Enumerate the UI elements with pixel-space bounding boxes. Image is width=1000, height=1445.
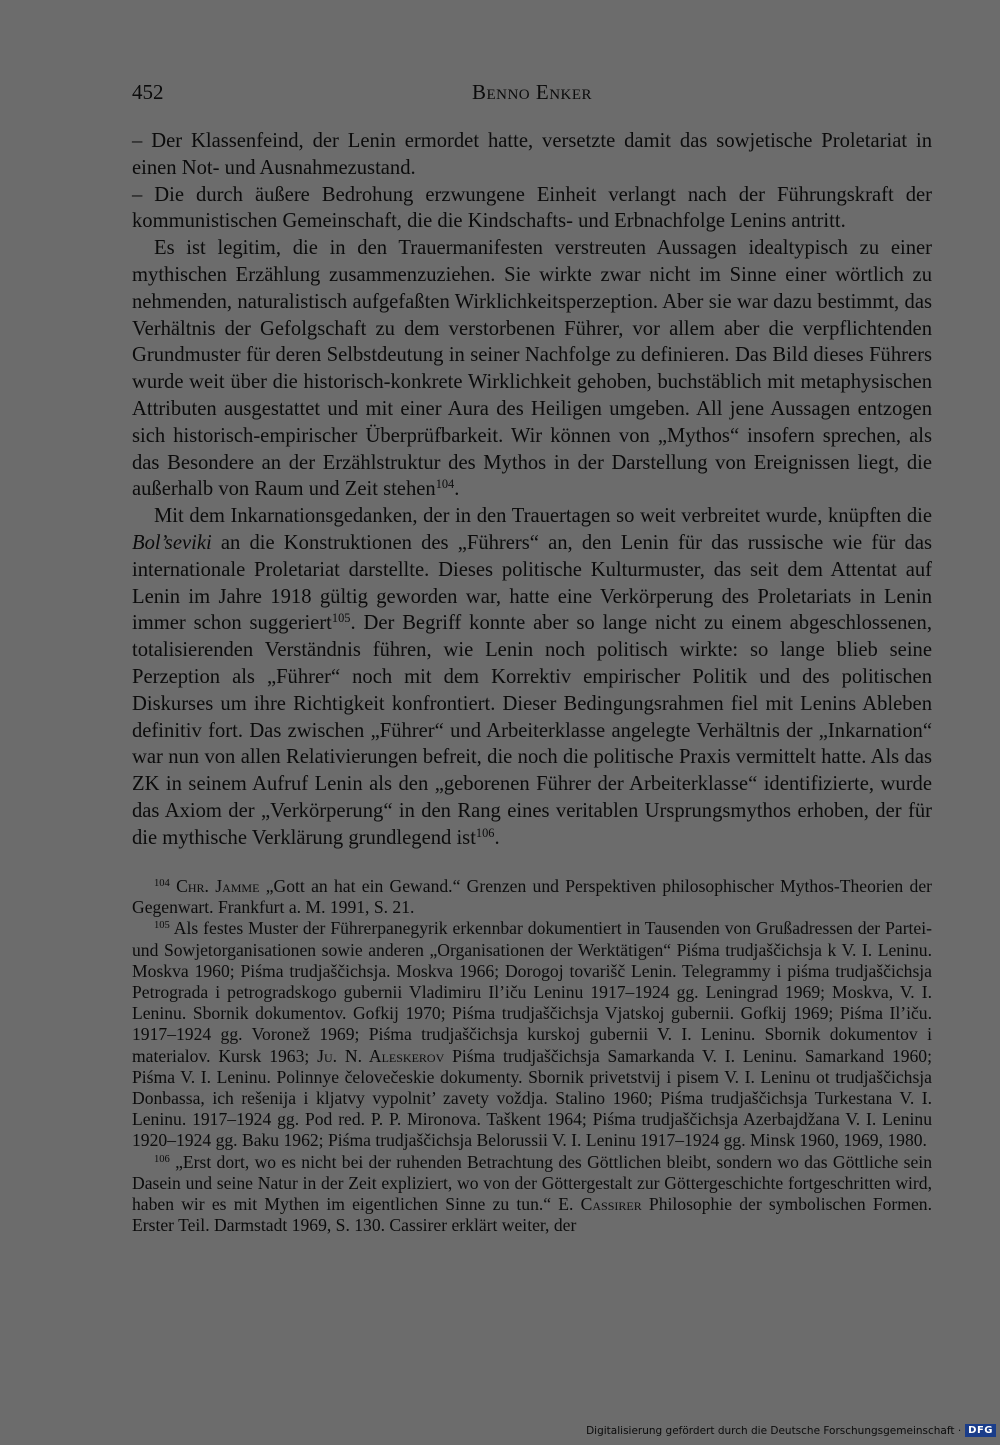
footnote-105: [132, 918, 932, 1151]
dfg-logo: DFG: [965, 1424, 996, 1437]
footnote-text: Piśma trudjaščichsja Samarkanda V. I. Leninu. Samarkand 1960; Piśma V. I. Leninu. Polinnye čelovečeskie dokumenty. Sbornik privetstvij i pisem V. I. Leninu ot trudjaščichsja Donbassa, ich rešenija i kljatvy vypolnit’ zavety voždja. Stalino 1960; Piśma trudjaščichsja Turkestana V. I. Leninu. 1917–1924 gg. Pod red. P. P. Mironova. Taškent 1964; Piśma trudjaščichsja Azerbajdžana V. I. Leninu 1920–1924 gg. Baku 1962; Piśma trudjaščichsja Belorussii V. I. Leninu 1917–1924 gg. Minsk 1960, 1969, 1980.: [132, 1045, 932, 1151]
footnote-number: 106: [154, 1153, 170, 1165]
footnote-text: Als festes Muster der Führerpanegyrik erkennbar dokumentiert in Tausenden von Grußadressen der Partei- und Sowjetorganisationen sowie anderen „Organisationen der Werktätigen“ Piśma trudjaščichsja k V. I. Leninu. Moskva 1960; Piśma trudjaščichsja. Moskva 1966; Dorogoj tovarišč Lenin. Telegrammy i piśma trudjaščichsja Petrograda i petrogradskogo gubernii Vladimiru Il’iču Leninu 1917–1924 gg. Leningrad 1969; Moskva, V. I. Leninu. Sbornik dokumentov. Gofkij 1970; Piśma trudjaščichsja Vjatskoj gubernii. Gofkij 1969; Piśma Il’iču. 1917–1924 gg. Voronež 1969; Piśma trudjaščichsja kurskoj gubernii V. I. Leninu. Sbornik dokumentov i materialov. Kursk 1963;: [132, 918, 932, 1066]
italic-term: Bol’seviki: [132, 531, 212, 554]
footnote-number: 104: [154, 878, 170, 890]
footnote-text: „Gott an hat ein Gewand.“ Grenzen und Perspektiven philosophischer Mythos-Theorien der Gegenwart. Frankfurt a. M. 1991, S. 21.: [132, 876, 932, 918]
footnotes: [132, 876, 932, 1236]
digitization-credit: [586, 1424, 996, 1437]
main-text: [132, 128, 932, 852]
footnote-ref-104[interactable]: 104: [435, 477, 455, 492]
footnote-ref-106[interactable]: 106: [475, 825, 495, 840]
page-number: 452: [132, 80, 164, 104]
footnote-author: Chr. Jamme: [176, 876, 260, 896]
paragraph-2-text-c: . Der Begriff konnte aber so lange nicht zu einem abgeschlossenen, totalisierenden Verständnis führen, wie Lenin noch politisch wirkte: so lange blieb seine Perzeption als „Führer“ noch mit dem Korrektiv empirischer Politik und des politischen Diskurses um ihre Richtigkeit konfrontiert. Dieser Bedingungsrahmen fiel mit Lenins Ableben definitiv fort. Das zwischen „Führer“ und Arbeiterklasse angelegte Verhältnis der „Inkarnation“ war nun von allen Relativierungen befreit, die noch die politische Praxis vermittelt hatte. Als das ZK in seinem Aufruf Lenin als den „geborenen Führer der Arbeiterklasse“ identifizierte, wurde das Axiom der „Verkörperung“ in den Rang eines veritablen Ursprungsmythos erhoben, der für die mythische Verklärung grundlegend ist: [132, 612, 932, 849]
footnote-number: 105: [154, 920, 170, 932]
footnote-author: Ju. N. Aleskerov: [317, 1045, 445, 1066]
paragraph-2-text-b: an die Konstruktionen des „Führers“ an, den Lenin für das russische wie für das internationale Proletariat darstellte. Dieses politische Kulturmuster, das seit dem Attentat auf Lenin im Jahre 1918 gültig geworden war, hatte eine Verkörperung des Proletariats in Lenin immer schon suggeriert: [132, 531, 932, 635]
footnote-ref-105[interactable]: 105: [331, 611, 351, 626]
footnote-text: „Erst dort, wo es nicht bei der ruhenden Betrachtung des Göttlichen bleibt, sondern wo das Göttliche sein Dasein und seine Natur in der Zeit expliziert, wo von der Göttergestalt zur Göttergeschichte fortgeschritten wird, haben wir es mit Mythen im eigentlichen Sinne zu tun.“: [132, 1151, 932, 1215]
footnote-text: Philosophie der symbolischen Formen. Erster Teil. Darmstadt 1969, S. 130. Cassirer erklärt weiter, der: [132, 1194, 932, 1236]
paragraph-2-end: .: [494, 826, 500, 849]
footnote-104: [132, 876, 932, 918]
dash-item-1: – Der Klassenfeind, der Lenin ermordet hatte, versetzte damit das sowjetische Proletariat in einen Not- und Ausnahmezustand.: [132, 130, 932, 179]
footnote-106: [132, 1152, 932, 1237]
credit-text: Digitalisierung gefördert durch die Deutsche Forschungsgemeinschaft ·: [586, 1424, 962, 1437]
footnote-author: E. Cassirer: [558, 1194, 642, 1215]
paragraph-2-text-a: Mit dem Inkarnationsgedanken, der in den Trauertagen so weit verbreitet wurde, knüpften die: [154, 505, 932, 528]
paragraph-1: [132, 235, 932, 503]
paragraph-1-text: Es ist legitim, die in den Trauermanifesten verstreuten Aussagen idealtypisch zu einer mythischen Erzählung zusammenzuziehen. Sie wirkte zwar nicht im Sinne einer wörtlich zu nehmenden, naturalistisch aufgefaßten Wirklichkeitsperzeption. Aber sie war dazu bestimmt, das Verhältnis der Gefolgschaft zu dem verstorbenen Führer, vor allem aber die verpflichtenden Grundmuster für deren Selbstdeutung in seiner Nachfolge zu definieren. Das Bild dieses Führers wurde weit über die historisch-konkrete Wirklichkeit gehoben, buchstäblich mit metaphysischen Attributen ausgestattet und mit einer Aura des Heiligen umgeben. All jene Aussagen entzogen sich historisch-empirischer Überprüfbarkeit. Wir können von „Mythos“ insofern sprechen, als das Besondere an der Erzählstruktur des Mythos in der Darstellung von Ereignissen liegt, die außerhalb von Raum und Zeit stehen: [132, 237, 932, 501]
dash-item-2: – Die durch äußere Bedrohung erzwungene Einheit verlangt nach der Führungskraft der kommunistischen Gemeinschaft, die die Kindschafts- und Erbnachfolge Lenins antritt.: [132, 183, 932, 233]
running-header: [132, 80, 932, 110]
paragraph-2: [132, 503, 932, 851]
paragraph-1-end: .: [454, 478, 460, 501]
running-head-author: Benno Enker: [471, 80, 593, 104]
